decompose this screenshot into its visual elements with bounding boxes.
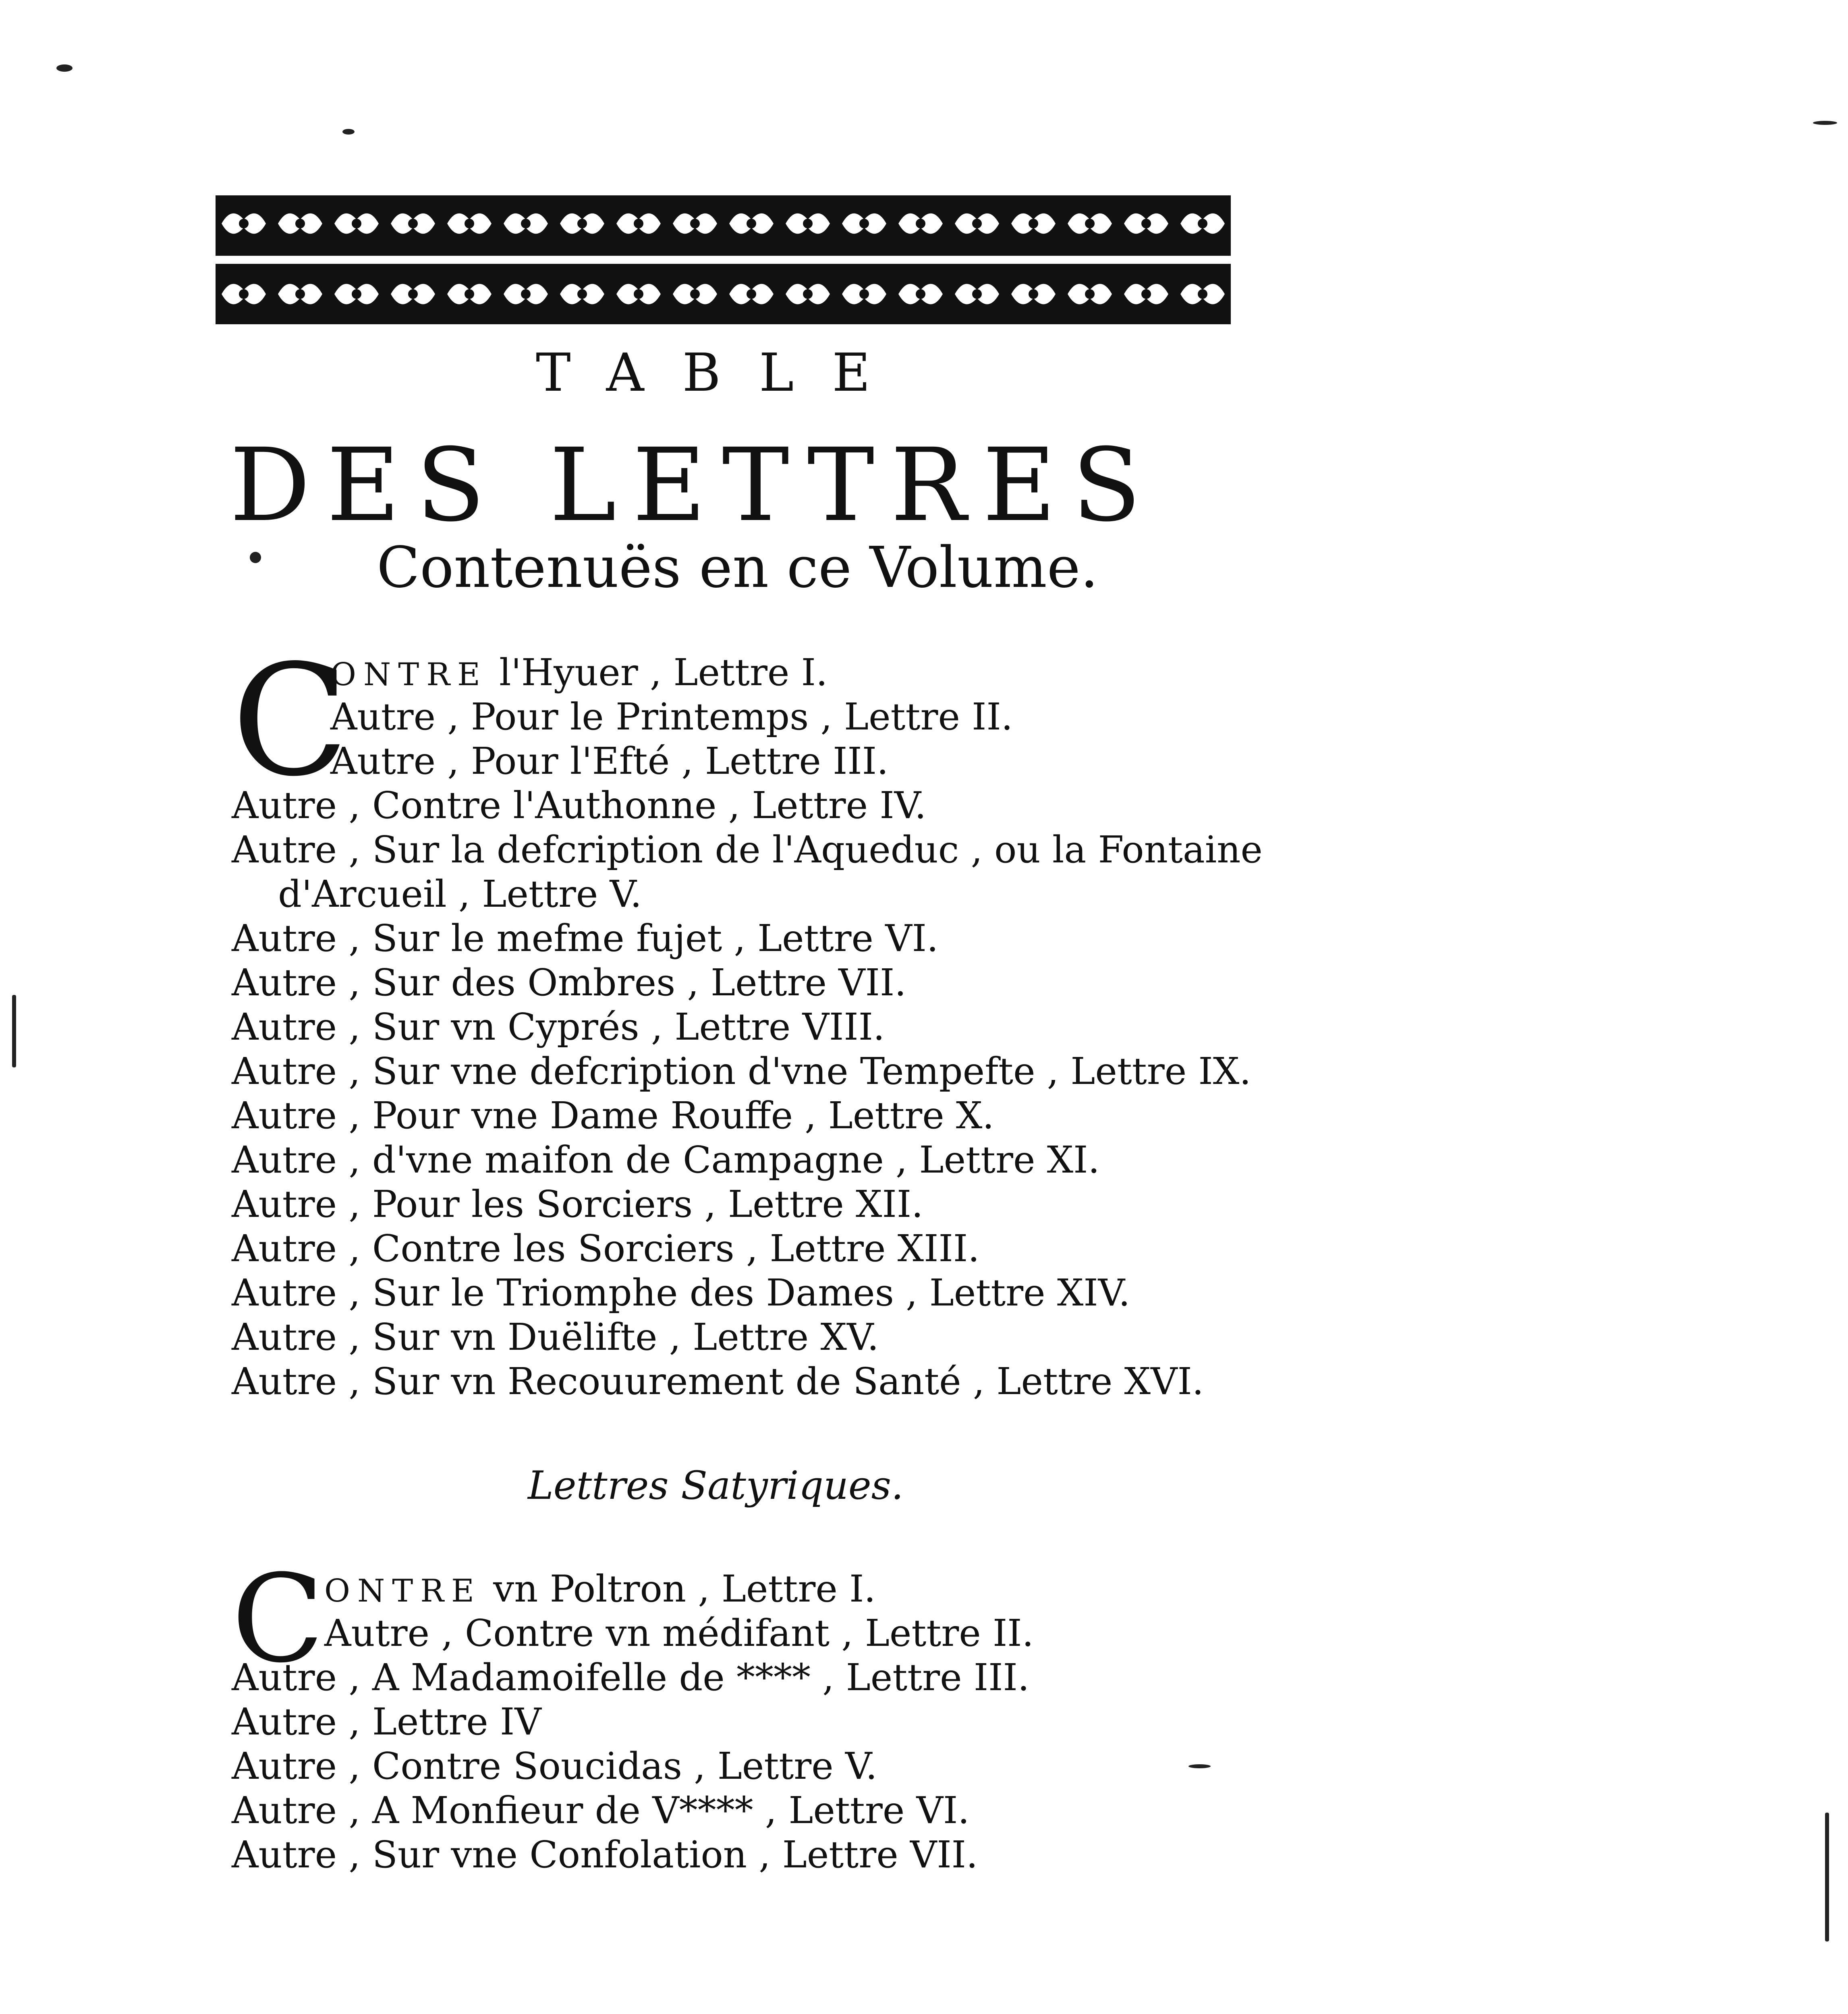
fleuron: [898, 284, 943, 305]
fleuron: [447, 213, 492, 234]
toc-entry: Autre , Contre l'Authonne , Lettre IV.: [232, 784, 927, 827]
toc-entry: Autre , Contre les Sorciers , Lettre XIII.: [232, 1227, 980, 1270]
fleuron: [842, 284, 886, 305]
toc-entry: Autre , Sur des Ombres , Lettre VII.: [232, 961, 906, 1004]
fleuron: [673, 213, 717, 234]
fleuron: [673, 284, 717, 305]
toc-entry: Autre , Pour l'Efté , Lettre III.: [330, 740, 889, 783]
toc-entry: Autre , Sur le mefme fujet , Lettre VI.: [232, 917, 939, 960]
toc-entry: Autre , Contre Soucidas , Lettre V.: [232, 1745, 877, 1788]
fleuron: [222, 284, 266, 305]
fleuron: [1068, 284, 1112, 305]
fleuron: [504, 213, 548, 234]
section-heading-satyriques: Lettres Satyriques.: [528, 1463, 904, 1508]
toc-entry: Autre , Pour vne Dame Rouffe , Lettre X.: [232, 1094, 994, 1137]
scan-speck: [12, 995, 16, 1067]
fleuron: [729, 284, 774, 305]
fleuron: [447, 284, 492, 305]
toc-entry: Autre , d'vne maifon de Campagne , Lettre XI.: [232, 1138, 1100, 1181]
fleuron: [1068, 213, 1112, 234]
subtitle: Contenuës en ce Volume.: [377, 535, 1099, 601]
fleuron: [786, 213, 830, 234]
fleuron: [616, 213, 661, 234]
fleuron: [1011, 213, 1056, 234]
toc-entry: Autre , Sur vn Cyprés , Lettre VIII.: [232, 1005, 885, 1048]
toc-entry: Autre , Pour les Sorciers , Lettre XII.: [232, 1183, 923, 1226]
fleuron: [842, 213, 886, 234]
scan-speck: [1813, 121, 1837, 125]
toc-entry: Autre , Sur le Triomphe des Dames , Lettre XIV.: [232, 1271, 1130, 1314]
fleuron: [560, 213, 604, 234]
toc-section1: [232, 651, 1279, 1404]
toc-entry: Autre , Contre vn médifant , Lettre II.: [324, 1612, 1034, 1655]
toc-entry-continuation: d'Arcueil , Lettre V.: [278, 872, 642, 916]
fleuron: [955, 213, 999, 234]
fleuron: [1180, 213, 1225, 234]
smallcaps-word: ONTRE: [330, 657, 487, 693]
toc-entry: Autre , Sur vne Confolation , Lettre VII.: [232, 1833, 978, 1876]
entry-text: vn Poltron , Lettre I.: [481, 1567, 876, 1610]
fleuron: [729, 213, 774, 234]
ornament-divider: [216, 256, 1231, 264]
toc-entry: [232, 1567, 1279, 1611]
title-table: TABLE: [536, 342, 909, 403]
fleuron: [1124, 213, 1168, 234]
fleuron: [1180, 284, 1225, 305]
toc-entry: Autre , Sur vn Recouurement de Santé , Lettre XVI.: [232, 1360, 1204, 1403]
fleuron: [222, 213, 266, 234]
scan-speck: [342, 129, 355, 135]
entry-text: l'Hyuer , Lettre I.: [487, 651, 828, 694]
toc-entry: Autre , Pour le Printemps , Lettre II.: [330, 695, 1013, 738]
toc-section2: [232, 1567, 1279, 1877]
fleuron: [278, 213, 322, 234]
fleuron: [898, 213, 943, 234]
toc-entry: [232, 651, 1279, 695]
fleuron: [334, 284, 379, 305]
toc-entry: Autre , A Monfieur de V**** , Lettre VI.: [232, 1789, 970, 1832]
fleuron: [786, 284, 830, 305]
fleuron: [1124, 284, 1168, 305]
fleuron: [334, 213, 379, 234]
scan-speck: [56, 64, 73, 72]
toc-entry: Autre , A Madamoifelle de **** , Lettre III.: [232, 1656, 1030, 1699]
toc-entry: Autre , Sur vne defcription d'vne Tempefte , Lettre IX.: [232, 1050, 1251, 1093]
scan-speck: [1825, 1813, 1829, 1941]
fleuron: [616, 284, 661, 305]
decorative-ornament-band: [216, 195, 1231, 324]
title-des-lettres: DES LETTRES: [230, 427, 1157, 544]
scan-speck: [1188, 1764, 1211, 1768]
fleuron: [391, 284, 435, 305]
toc-entry: Autre , Sur la defcription de l'Aqueduc , ou la Fontaine: [232, 828, 1263, 871]
dropcap-section1: C: [232, 632, 349, 810]
dropcap-section2: C: [232, 1549, 324, 1689]
toc-entry: Autre , Lettre IV: [232, 1700, 541, 1743]
toc-entry: Autre , Sur vn Duëlifte , Lettre XV.: [232, 1316, 879, 1359]
smallcaps-word: ONTRE: [324, 1573, 481, 1609]
fleuron: [955, 284, 999, 305]
fleuron: [278, 284, 322, 305]
fleuron: [391, 213, 435, 234]
scan-speck: [250, 552, 261, 563]
fleuron: [504, 284, 548, 305]
fleuron: [560, 284, 604, 305]
fleuron: [1011, 284, 1056, 305]
